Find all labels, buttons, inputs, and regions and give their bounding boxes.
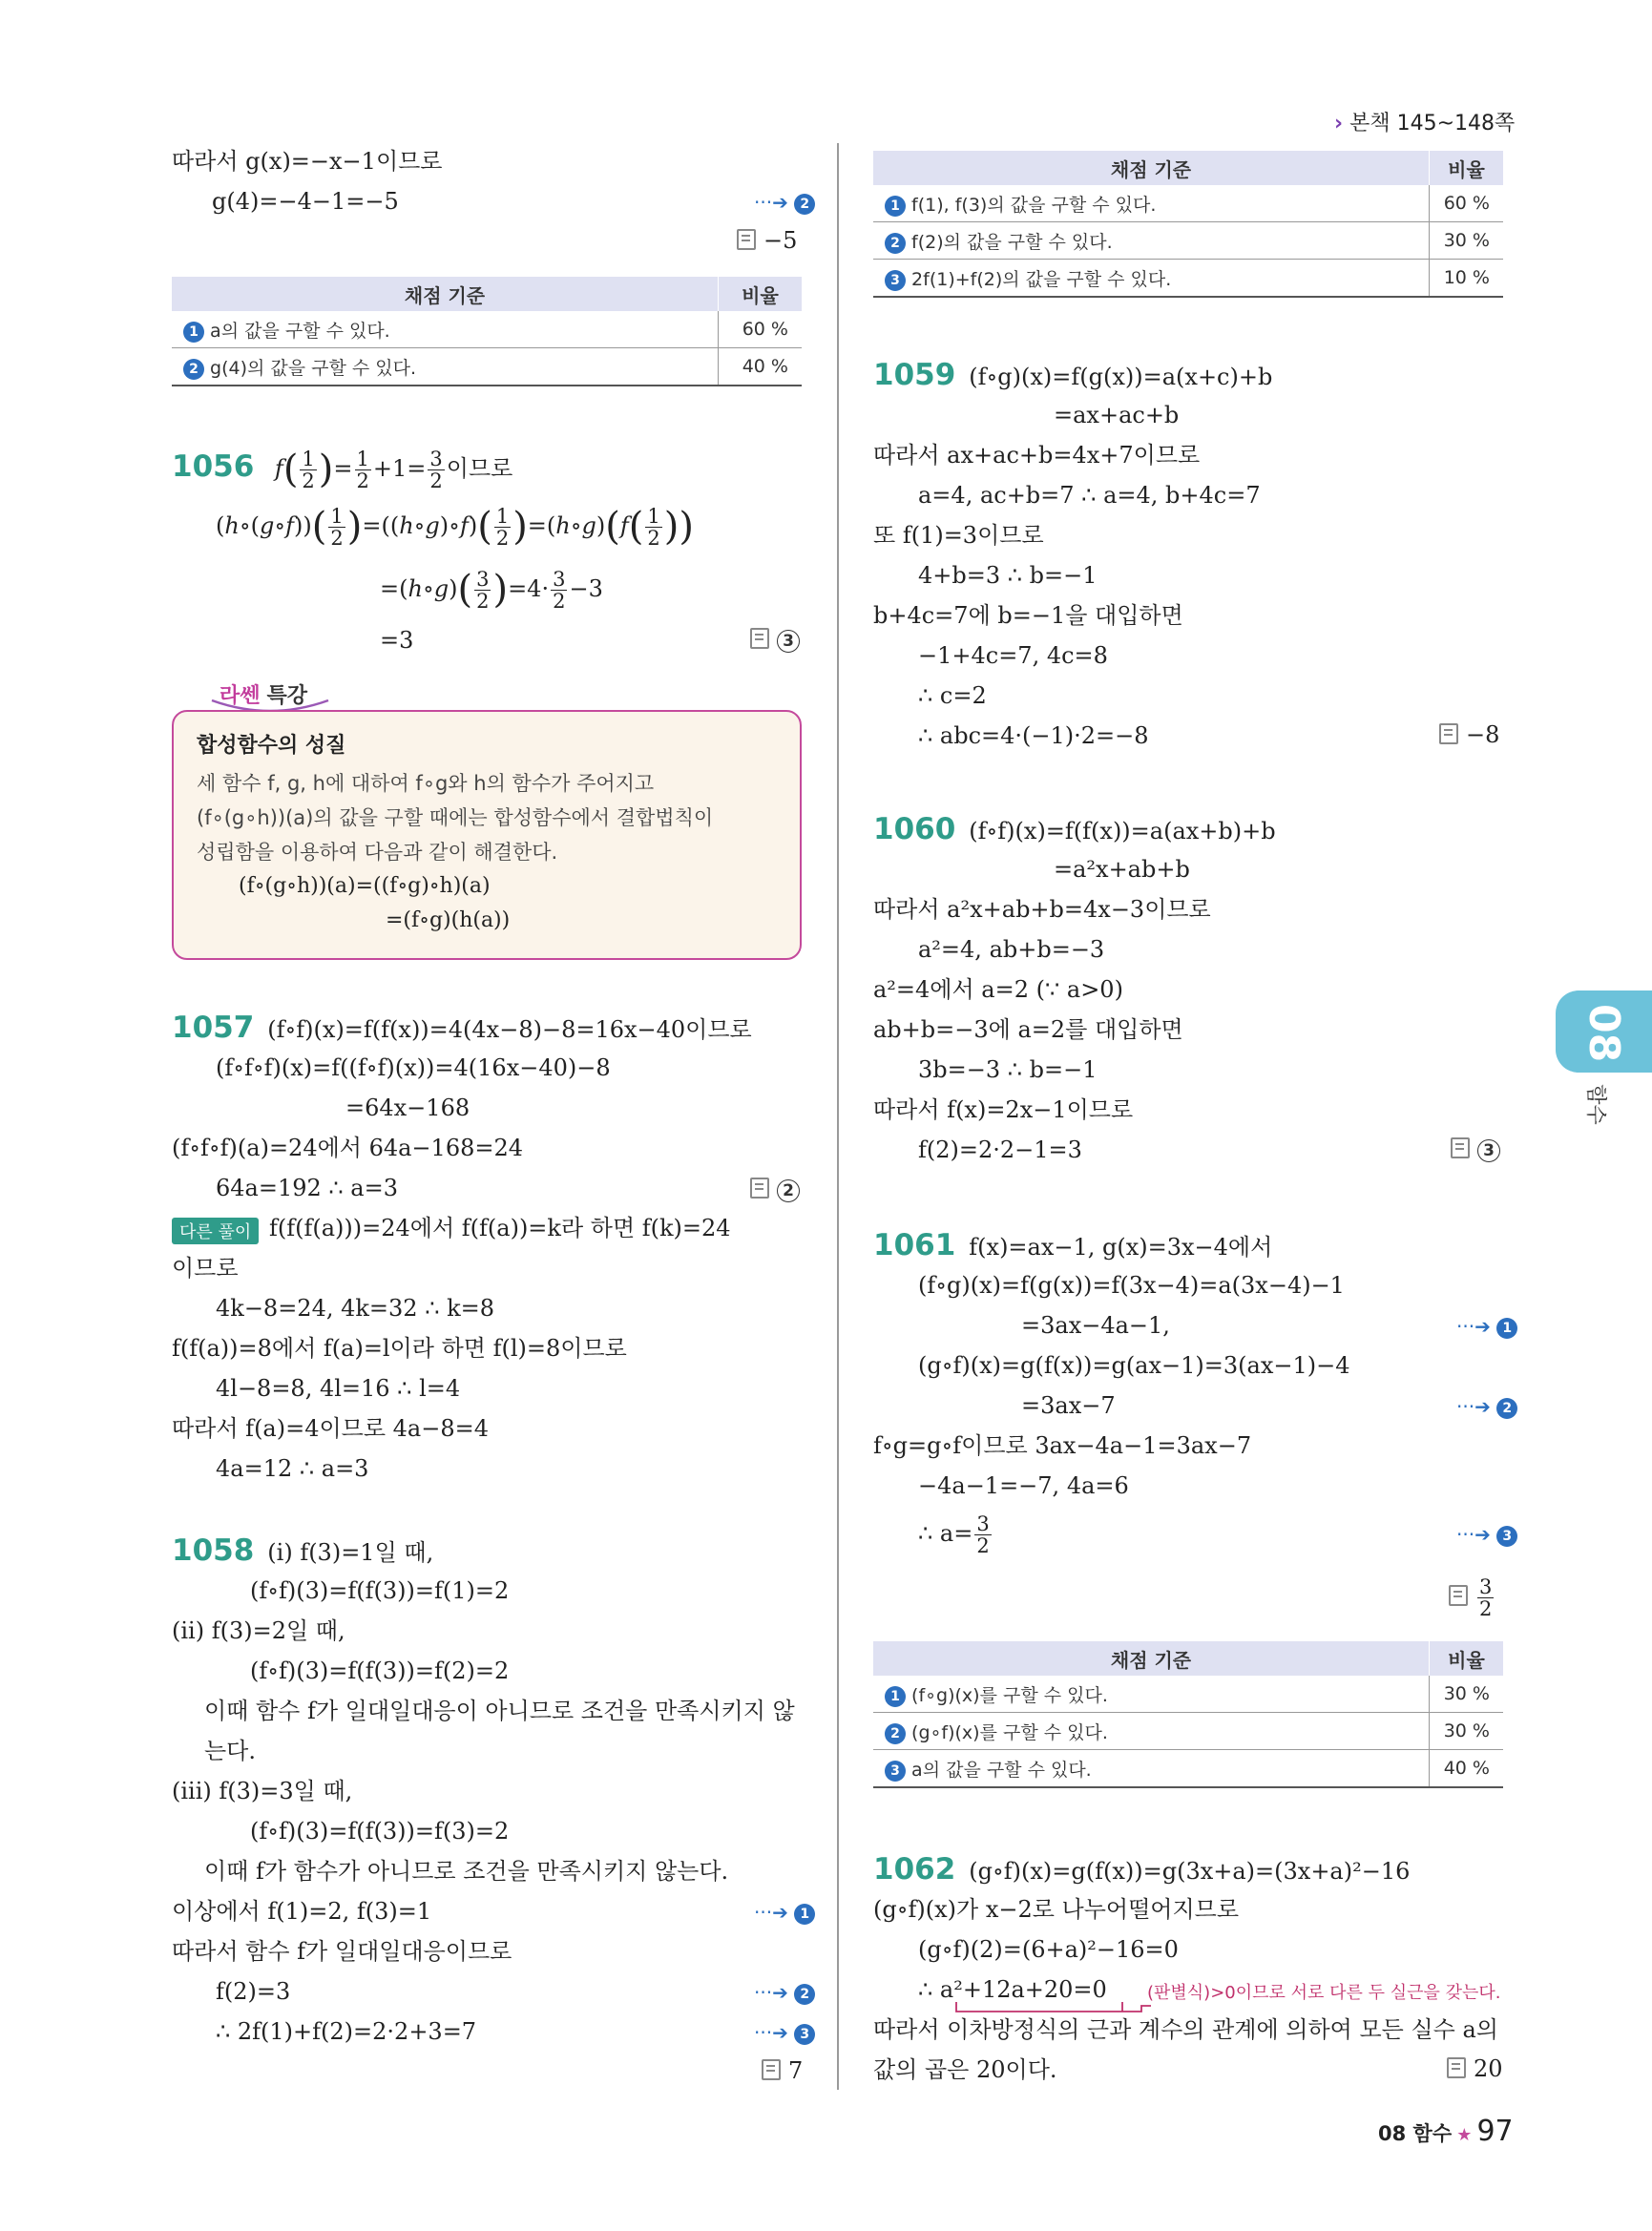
- text-line: =3ax−4a−1,: [1021, 1312, 1170, 1339]
- answer: −5: [737, 227, 797, 254]
- step-number: 3: [885, 1761, 906, 1782]
- problem-1062: 1062 (g∘f)(x)=g(f(x))=g(3x+a)=(3x+a)²−16: [873, 1852, 1411, 1887]
- text-line: =3ax−7: [1021, 1392, 1116, 1419]
- tip-text: (f∘(g∘h))(a)의 값을 구할 때에는 합성함수에서 결합법칙이: [197, 806, 714, 829]
- text-line: 또 f(1)=3이므로: [873, 522, 1044, 549]
- answer-icon: [750, 628, 769, 649]
- answer-icon: [762, 2059, 781, 2080]
- text-line: 이때 함수 f가 일대일대응이 아니므로 조건을 만족시키지 않: [204, 1698, 795, 1724]
- chevron-right-icon: ›: [1334, 112, 1344, 136]
- text-line: 따라서 이차방정식의 근과 계수의 관계에 의하여 모든 실수 a의: [873, 2016, 1498, 2043]
- step-marker: ···➔ 3: [754, 2021, 815, 2045]
- text-line: (f∘f∘f)(a)=24에서 64a−168=24: [172, 1135, 524, 1161]
- text-line: −1+4c=7, 4c=8: [918, 642, 1108, 669]
- text-line: (g∘f)(x)=g(f(x))=g(ax−1)=3(ax−1)−4: [918, 1352, 1350, 1379]
- text-line: 는다.: [204, 1738, 256, 1764]
- answer: 20: [1447, 2055, 1503, 2082]
- text-line: =a²x+ab+b: [1054, 856, 1190, 883]
- grading-table-3: 채점 기준 비율 1 (f∘g)(x)를 구할 수 있다. 30 % 2 (g∘f)(x)를 구할 수 있다. 30 % 3 a의 값을 구할 수 있다. 40 %: [873, 1641, 1503, 1788]
- text-line: a²=4에서 a=2 (∵ a>0): [873, 976, 1123, 1003]
- chapter-tab-number: 08: [1579, 1004, 1628, 1063]
- problem-1059: 1059 (f∘g)(x)=f(g(x))=a(x+c)+b: [873, 358, 1273, 392]
- problem-1060: 1060 (f∘f)(x)=f(f(x))=a(ax+b)+b: [873, 812, 1276, 846]
- answer: 7: [762, 2057, 803, 2084]
- text-line: −4a−1=−7, 4a=6: [918, 1472, 1129, 1499]
- text-line: (f∘f)(3)=f(f(3))=f(1)=2: [250, 1577, 510, 1604]
- text-line: 4k−8=24, 4k=32 ∴ k=8: [216, 1295, 495, 1322]
- step-number: 2: [183, 359, 204, 380]
- text-line: ∴ c=2: [918, 682, 987, 709]
- step-number: 2: [885, 1723, 906, 1744]
- text-line: 따라서 함수 f가 일대일대응이므로: [172, 1938, 512, 1965]
- tip-formula: (f∘(g∘h))(a)=((f∘g)∘h)(a): [239, 874, 491, 898]
- annotation-note: (판별식)>0이므로 서로 다른 두 실근을 갖는다.: [1147, 1983, 1501, 2003]
- text-line: 이므로: [172, 1255, 239, 1282]
- grading-table-2: 채점 기준 비율 1 f(1), f(3)의 값을 구할 수 있다. 60 % 2 f(2)의 값을 구할 수 있다. 30 % 3 2f(1)+f(2)의 값을 구할 수 있다. 10 %: [873, 151, 1503, 298]
- text-line: f∘g=g∘f이므로 3ax−4a−1=3ax−7: [873, 1432, 1252, 1459]
- tip-text: 성립함을 이용하여 다음과 같이 해결한다.: [197, 841, 558, 864]
- text-line: 따라서 f(x)=2x−1이므로: [873, 1096, 1134, 1123]
- problem-1061: 1061 f(x)=ax−1, g(x)=3x−4에서: [873, 1228, 1273, 1262]
- formula-line: =3: [380, 627, 414, 654]
- text-line: f(f(f(a)))=24에서 f(f(a))=k라 하면 f(k)=24: [269, 1215, 731, 1241]
- step-marker: ···➔ 2: [754, 1981, 815, 2005]
- problem-1057: 1057 (f∘f)(x)=f(f(x))=4(4x−8)−8=16x−40이므로: [172, 1011, 752, 1045]
- text-line: 이상에서 f(1)=2, f(3)=1: [172, 1898, 432, 1925]
- formula-line: (h∘(g∘f))( $\frac{1}{2}$ )=((h∘g)∘f)( $\frac{1}{2}$ )=(h∘g)(f( $\frac{1}{2}$ )): [216, 505, 694, 550]
- step-number: 1: [885, 1686, 906, 1707]
- answer-icon: [1451, 1137, 1470, 1158]
- tip-tag: 라쎈 특강: [220, 684, 308, 708]
- step-number: 1: [885, 196, 906, 217]
- answer-icon: [1449, 1585, 1468, 1606]
- formula-line: =(h∘g)( $\frac{3}{2}$ )=4· $\frac{3}{2}$ −3: [380, 568, 603, 613]
- text-line: 3b=−3 ∴ b=−1: [918, 1056, 1098, 1083]
- text-line: (f∘f∘f)(x)=f((f∘f)(x))=4(16x−40)−8: [216, 1054, 611, 1081]
- text-line: 따라서 a²x+ab+b=4x−3이므로: [873, 896, 1211, 923]
- step-marker: ···➔ 1: [1456, 1315, 1517, 1339]
- text-line: (g∘f)(x)가 x−2로 나누어떨어지므로: [873, 1896, 1240, 1923]
- text-line: (g∘f)(2)=(6+a)²−16=0: [918, 1936, 1179, 1963]
- text-line: (ii) f(3)=2일 때,: [172, 1617, 345, 1644]
- text-line: (f∘f)(3)=f(f(3))=f(2)=2: [250, 1658, 510, 1684]
- text-line: b+4c=7에 b=−1을 대입하면: [873, 602, 1183, 629]
- text-line: ∴ abc=4·(−1)·2=−8: [918, 722, 1149, 749]
- answer-icon: [1439, 723, 1458, 744]
- text-line: (f∘g)(x)=f(g(x))=f(3x−4)=a(3x−4)−1: [918, 1272, 1345, 1299]
- text-line: g(4)=−4−1=−5: [212, 188, 399, 215]
- text-line: =ax+ac+b: [1054, 402, 1180, 428]
- text-line: 따라서 f(a)=4이므로 4a−8=4: [172, 1415, 489, 1442]
- text-line: ∴ a= $\frac{3}{2}$: [918, 1512, 990, 1557]
- tip-text: 세 함수 f, g, h에 대하여 f∘g와 h의 함수가 주어지고: [197, 772, 655, 795]
- answer: −8: [1439, 721, 1499, 748]
- answer: $\frac{3}{2}$: [1449, 1574, 1495, 1619]
- step-number: 3: [885, 270, 906, 291]
- text-line: (iii) f(3)=3일 때,: [172, 1778, 353, 1804]
- problem-1056: 1056 f( $\frac{1}{2}$ )= $\frac{1}{2}$ +1= $\frac{3}{2}$ 이므로: [172, 448, 513, 492]
- answer: 3: [1451, 1136, 1500, 1162]
- text-line: ∴ a²+12a+20=0: [918, 1976, 1107, 2003]
- text-line: 따라서 ax+ac+b=4x+7이므로: [873, 442, 1201, 469]
- text-line: 값의 곱은 20이다.: [873, 2056, 1057, 2083]
- step-number: 2: [885, 233, 906, 254]
- step-number: 1: [183, 322, 204, 343]
- text-line: 4a=12 ∴ a=3: [216, 1455, 369, 1482]
- text-line: (f∘f)(3)=f(f(3))=f(3)=2: [250, 1818, 510, 1845]
- text-line: f(f(a))=8에서 f(a)=l이라 하면 f(l)=8이므로: [172, 1335, 627, 1362]
- grading-table-1: 채점 기준 비율 1 a의 값을 구할 수 있다. 60 % 2 g(4)의 값을 구할 수 있다. 40 %: [172, 277, 802, 386]
- text-line: 따라서 g(x)=−x−1이므로: [172, 148, 443, 175]
- column-divider: [837, 143, 839, 2090]
- tip-title: 합성함수의 성질: [197, 734, 346, 758]
- text-line: ∴ 2f(1)+f(2)=2·2+3=7: [216, 2018, 477, 2045]
- chapter-tab-label: 함수: [1582, 1084, 1607, 1125]
- text-line: f(2)=2·2−1=3: [918, 1136, 1082, 1163]
- answer-icon: [750, 1178, 769, 1199]
- step-marker: ···➔ 2: [754, 191, 815, 215]
- text-line: 64a=192 ∴ a=3: [216, 1175, 398, 1201]
- text-line: 4+b=3 ∴ b=−1: [918, 562, 1098, 589]
- text-line: f(2)=3: [216, 1978, 291, 2005]
- problem-1058: 1058 (i) f(3)=1일 때,: [172, 1533, 434, 1568]
- tip-formula: =(f∘g)(h(a)): [386, 908, 511, 932]
- page-reference: › 본책 145~148쪽: [1334, 112, 1516, 136]
- page-footer: 08 함수 ★ 97: [1378, 2115, 1514, 2148]
- text-line: a²=4, ab+b=−3: [918, 936, 1105, 963]
- text-line: a=4, ac+b=7 ∴ a=4, b+4c=7: [918, 482, 1261, 509]
- answer: 3: [750, 626, 800, 653]
- text-line: 4l−8=8, 4l=16 ∴ l=4: [216, 1375, 461, 1402]
- answer: 2: [750, 1176, 800, 1202]
- step-marker: ···➔ 2: [1456, 1395, 1517, 1419]
- answer-icon: [737, 229, 756, 250]
- text-line: ab+b=−3에 a=2를 대입하면: [873, 1016, 1183, 1043]
- step-marker: ···➔ 1: [754, 1901, 815, 1925]
- text-line: =64x−168: [345, 1095, 471, 1121]
- step-marker: ···➔ 3: [1456, 1523, 1517, 1547]
- text-line: 이때 f가 함수가 아니므로 조건을 만족시키지 않는다.: [204, 1858, 729, 1885]
- alt-solution-tag: 다른 풀이: [172, 1218, 259, 1244]
- answer-icon: [1447, 2057, 1466, 2078]
- star-icon: ★: [1456, 2125, 1473, 2145]
